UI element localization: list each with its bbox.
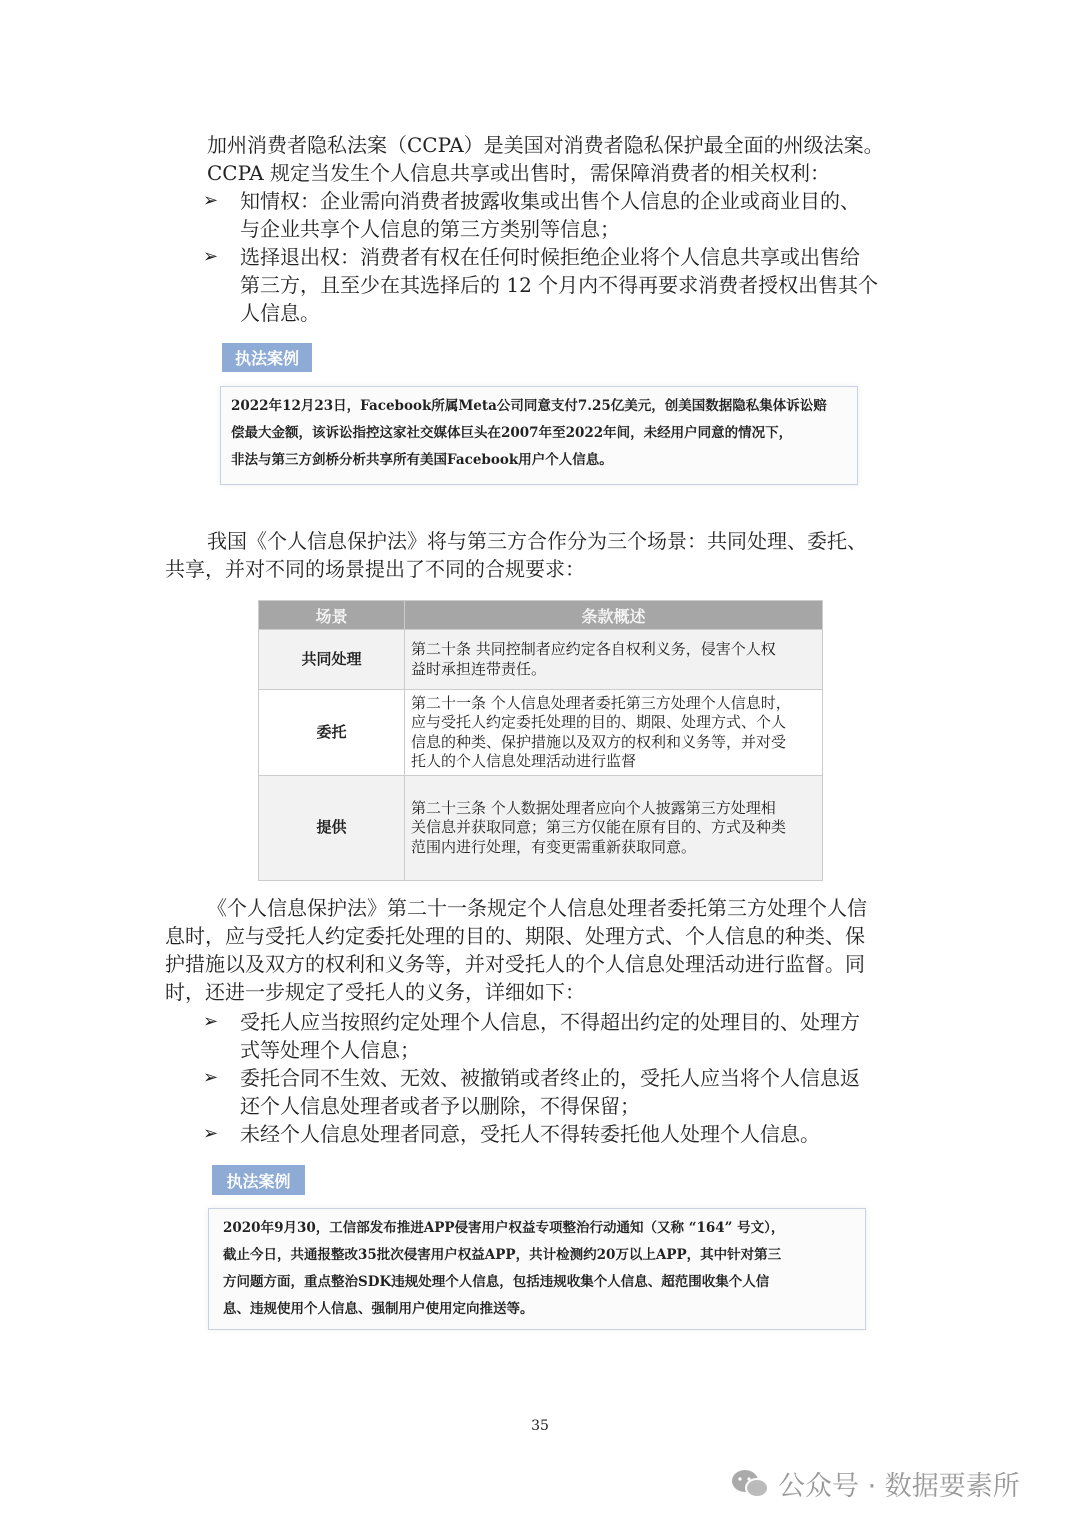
clause-cell <box>405 776 823 881</box>
bullet-line: 人信息。 <box>240 301 320 325</box>
watermark <box>730 1464 1020 1503</box>
paragraph-line: 共享，并对不同的场景提出了不同的合规要求： <box>165 557 585 581</box>
watermark-text: 公众号 · 数据要素所 <box>778 1471 1020 1502</box>
paragraph-line: 时，还进一步规定了受托人的义务，详细如下： <box>165 980 585 1004</box>
paragraph-line: CCPA 规定当发生个人信息共享或出售时，需保障消费者的相关权利： <box>207 161 831 185</box>
cell-line: 第二十条 共同控制者应约定各自权利义务，侵害个人权 <box>411 640 776 658</box>
cell-line: 关信息并获取同意；第三方仅能在原有目的、方式及种类 <box>411 818 787 837</box>
table-row <box>259 690 823 776</box>
bullet-line: 未经个人信息处理者同意，受托人不得转委托他人处理个人信息。 <box>240 1122 820 1146</box>
bullet-line: 受托人应当按照约定处理个人信息，不得超出约定的处理目的、处理方 <box>240 1010 860 1034</box>
bullet-line: 委托合同不生效、无效、被撤销或者终止的，受托人应当将个人信息返 <box>240 1066 860 1090</box>
table-header: 场景 <box>259 601 405 630</box>
scenario-cell: 共同处理 <box>259 630 405 690</box>
paragraph-line: 我国《个人信息保护法》将与第三方合作分为三个场景：共同处理、委托、 <box>207 529 867 553</box>
scenario-cell: 提供 <box>259 776 405 881</box>
wechat-icon <box>730 1468 770 1500</box>
bullet-arrow-icon: ➢ <box>203 1123 219 1144</box>
case-label: 执法案例 <box>222 343 312 372</box>
table-row <box>259 776 823 881</box>
cell-line: 第二十三条 个人数据处理者应向个人披露第三方处理相 <box>411 798 776 817</box>
cell-line: 范围内进行处理，有变更需重新获取同意。 <box>411 837 697 856</box>
cell-line: 益时承担连带责任。 <box>411 659 547 678</box>
page-number: 35 <box>531 1418 549 1434</box>
case-text-line: 2020年9月30，工信部发布推进APP侵害用户权益专项整治行动通知（又称 “164” 号文）， <box>223 1220 785 1236</box>
paragraph-line: 息时，应与受托人约定委托处理的目的、期限、处理方式、个人信息的种类、保 <box>165 924 865 948</box>
cell-line: 应与受托人约定委托处理的目的、期限、处理方式、个人 <box>411 713 787 731</box>
paragraph-line: 护措施以及双方的权利和义务等，并对受托人的个人信息处理活动进行监督。同 <box>165 952 865 976</box>
paragraph-line: 加州消费者隐私法案（CCPA）是美国对消费者隐私保护最全面的州级法案。 <box>207 133 884 157</box>
paragraph-line: 《个人信息保护法》第二十一条规定个人信息处理者委托第三方处理个人信 <box>207 896 867 920</box>
bullet-arrow-icon: ➢ <box>203 190 219 211</box>
table-header: 条款概述 <box>405 601 823 630</box>
bullet-line: 与企业共享个人信息的第三方类别等信息； <box>240 217 620 241</box>
clause-cell <box>405 630 823 690</box>
case-text-line: 截止今日，共通报整改35批次侵害用户权益APP，共计检测约20万以上APP，其中针对第三 <box>223 1247 782 1263</box>
case-label: 执法案例 <box>212 1165 305 1195</box>
case-text-line: 2022年12月23日，Facebook所属Meta公司同意支付7.25亿美元，创美国数据隐私集体诉讼赔 <box>231 398 827 414</box>
case-text-line: 息、违规使用个人信息、强制用户使用定向推送等。 <box>223 1301 534 1317</box>
bullet-line: 知情权：企业需向消费者披露收集或出售个人信息的企业或商业目的、 <box>240 189 860 213</box>
cell-line: 信息的种类、保护措施以及双方的权利和义务等，并对受 <box>411 732 787 751</box>
case-box <box>208 1208 866 1330</box>
cell-line: 托人的个人信息处理活动进行监督 <box>411 752 637 770</box>
bullet-arrow-icon: ➢ <box>203 1067 219 1088</box>
bullet-line: 选择退出权：消费者有权在任何时候拒绝企业将个人信息共享或出售给 <box>240 245 860 269</box>
bullet-line: 第三方，且至少在其选择后的 12 个月内不得再要求消费者授权出售其个 <box>240 273 879 297</box>
bullet-arrow-icon: ➢ <box>203 1011 219 1032</box>
table-row <box>259 630 823 690</box>
bullet-line: 还个人信息处理者或者予以删除，不得保留； <box>240 1094 640 1118</box>
case-text-line: 偿最大金额，该诉讼指控这家社交媒体巨头在2007年至2022年间，未经用户同意的情况下， <box>231 425 793 441</box>
bullet-arrow-icon: ➢ <box>203 246 219 267</box>
case-text-line: 非法与第三方剑桥分析共享所有美国Facebook用户个人信息。 <box>231 452 613 468</box>
clause-cell <box>405 690 823 776</box>
scenario-cell: 委托 <box>259 690 405 776</box>
scenario-table <box>258 600 823 881</box>
cell-line: 第二十一条 个人信息处理者委托第三方处理个人信息时， <box>411 693 791 712</box>
case-box <box>220 386 858 485</box>
bullet-line: 式等处理个人信息； <box>240 1038 420 1062</box>
case-text-line: 方问题方面，重点整治SDK违规处理个人信息，包括违规收集个人信息、超范围收集个人信 <box>223 1274 770 1290</box>
